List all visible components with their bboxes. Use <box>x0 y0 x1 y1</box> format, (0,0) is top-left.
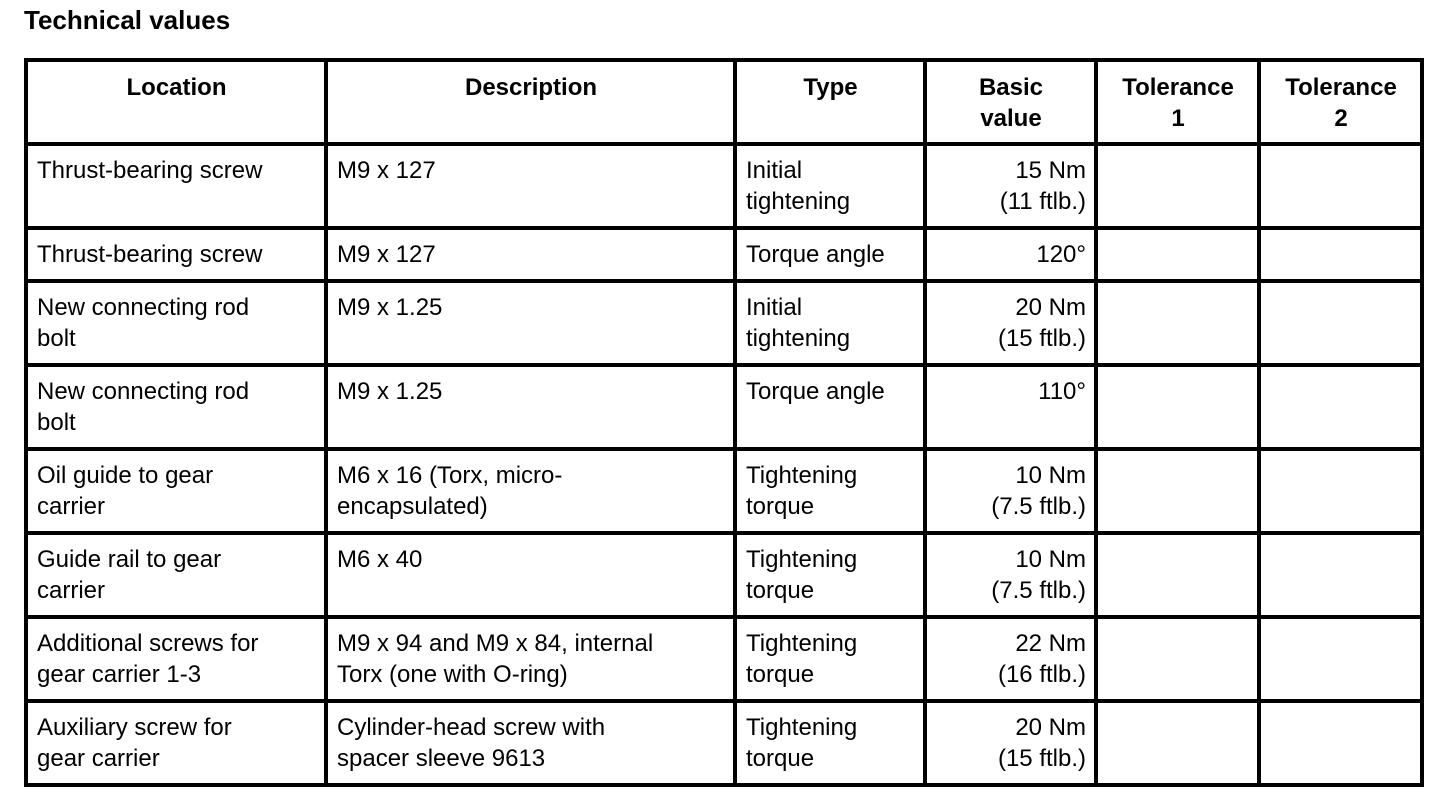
basic-value-cell-text: (15 ftlb.) <box>997 325 1086 352</box>
location-cell <box>26 228 326 281</box>
basic-value-cell-text: 120° <box>1036 241 1086 268</box>
basic-value-cell-text: (7.5 ftlb.) <box>991 577 1086 604</box>
basic-value-cell-text: 10 Nm <box>1015 546 1086 573</box>
location-cell <box>26 144 326 228</box>
table-row <box>26 365 1422 449</box>
type-cell <box>735 144 925 228</box>
type-cell-text: torque <box>746 661 815 688</box>
description-cell-text: M6 x 40 <box>337 546 423 573</box>
basic-value-cell-text: (11 ftlb.) <box>999 188 1086 215</box>
type-cell-text: Tightening <box>746 630 858 657</box>
header-tolerance-2: Tolerance 2 <box>1259 60 1422 144</box>
tolerance-2-cell <box>1259 281 1422 365</box>
basic-value-cell <box>925 281 1096 365</box>
location-cell-text: gear carrier <box>37 745 160 772</box>
tolerance-2-cell <box>1259 228 1422 281</box>
location-cell-text: carrier <box>37 493 106 520</box>
description-cell <box>326 281 735 365</box>
type-cell-text: torque <box>746 577 815 604</box>
type-cell <box>735 228 925 281</box>
technical-values-table <box>24 58 1424 787</box>
description-cell-text: M9 x 127 <box>337 157 436 184</box>
description-cell-text: M9 x 1.25 <box>337 378 443 405</box>
tolerance-1-cell <box>1096 701 1259 785</box>
basic-value-cell-text: (15 ftlb.) <box>997 745 1086 772</box>
header-tolerance-1: Tolerance 1 <box>1096 60 1259 144</box>
location-cell-text: Thrust-bearing screw <box>37 157 263 184</box>
basic-value-cell-text: 110° <box>1038 378 1086 405</box>
description-cell <box>326 144 735 228</box>
basic-value-cell <box>925 228 1096 281</box>
type-cell-text: Tightening <box>746 714 858 741</box>
basic-value-cell-text: 15 Nm <box>1015 157 1086 184</box>
description-cell-text: M9 x 127 <box>337 241 436 268</box>
location-cell-text: Thrust-bearing screw <box>37 241 263 268</box>
tolerance-2-cell <box>1259 701 1422 785</box>
tolerance-2-cell <box>1259 365 1422 449</box>
basic-value-cell <box>925 533 1096 617</box>
basic-value-cell <box>925 365 1096 449</box>
table-row <box>26 228 1422 281</box>
type-cell <box>735 701 925 785</box>
type-cell-text: Tightening <box>746 462 858 489</box>
page-title: Technical values <box>24 5 231 35</box>
location-cell <box>26 617 326 701</box>
table-body <box>26 144 1422 785</box>
description-cell-text: spacer sleeve 9613 <box>337 745 546 772</box>
tolerance-2-cell <box>1259 449 1422 533</box>
table-row <box>26 701 1422 785</box>
tolerance-1-cell <box>1096 617 1259 701</box>
location-cell-text: Additional screws for <box>37 630 259 657</box>
type-cell-text: torque <box>746 745 815 772</box>
location-cell-text: Guide rail to gear <box>37 546 222 573</box>
basic-value-cell <box>925 449 1096 533</box>
location-cell-text: New connecting rod <box>37 378 250 405</box>
description-cell <box>326 533 735 617</box>
basic-value-cell-text: 22 Nm <box>1015 630 1086 657</box>
type-cell <box>735 281 925 365</box>
type-cell <box>735 365 925 449</box>
description-cell-text: M9 x 94 and M9 x 84, internal <box>337 630 654 657</box>
type-cell-text: Torque angle <box>746 241 885 268</box>
header-type: Type <box>735 60 925 144</box>
description-cell <box>326 449 735 533</box>
tolerance-2-cell <box>1259 533 1422 617</box>
basic-value-cell <box>925 144 1096 228</box>
tolerance-1-cell <box>1096 449 1259 533</box>
type-cell <box>735 617 925 701</box>
location-cell-text: carrier <box>37 577 106 604</box>
description-cell <box>326 617 735 701</box>
basic-value-cell-text: (7.5 ftlb.) <box>991 493 1086 520</box>
table-row <box>26 617 1422 701</box>
location-cell <box>26 701 326 785</box>
basic-value-cell-text: (16 ftlb.) <box>997 661 1086 688</box>
location-cell-text: New connecting rod <box>37 294 250 321</box>
table-row <box>26 281 1422 365</box>
table-row <box>26 533 1422 617</box>
type-cell-text: Torque angle <box>746 378 885 405</box>
table-row <box>26 144 1422 228</box>
tolerance-2-cell <box>1259 144 1422 228</box>
type-cell-text: Initial <box>746 294 803 321</box>
tolerance-1-cell <box>1096 144 1259 228</box>
table-row <box>26 449 1422 533</box>
location-cell <box>26 365 326 449</box>
description-cell-text: M6 x 16 (Torx, micro- <box>337 462 563 489</box>
location-cell-text: bolt <box>37 325 76 352</box>
description-cell-text: Cylinder-head screw with <box>337 714 606 741</box>
basic-value-cell <box>925 701 1096 785</box>
type-cell-text: Initial <box>746 157 803 184</box>
location-cell <box>26 449 326 533</box>
type-cell-text: torque <box>746 493 815 520</box>
location-cell <box>26 281 326 365</box>
tolerance-2-cell <box>1259 617 1422 701</box>
location-cell-text: Oil guide to gear <box>37 462 214 489</box>
tolerance-1-cell <box>1096 281 1259 365</box>
description-cell-text: Torx (one with O-ring) <box>337 661 568 688</box>
type-cell-text: Tightening <box>746 546 858 573</box>
location-cell <box>26 533 326 617</box>
location-cell-text: gear carrier 1-3 <box>37 661 202 688</box>
type-cell-text: tightening <box>746 188 851 215</box>
type-cell <box>735 449 925 533</box>
description-cell-text: encapsulated) <box>337 493 488 520</box>
basic-value-cell-text: 20 Nm <box>1015 714 1086 741</box>
header-location: Location <box>26 60 326 144</box>
description-cell <box>326 228 735 281</box>
header-row <box>26 60 1422 144</box>
tolerance-1-cell <box>1096 365 1259 449</box>
location-cell-text: Auxiliary screw for <box>37 714 232 741</box>
type-cell-text: tightening <box>746 325 851 352</box>
tolerance-1-cell <box>1096 533 1259 617</box>
basic-value-cell-text: 20 Nm <box>1015 294 1086 321</box>
tolerance-1-cell <box>1096 228 1259 281</box>
basic-value-cell-text: 10 Nm <box>1015 462 1086 489</box>
location-cell-text: bolt <box>37 409 76 436</box>
description-cell <box>326 701 735 785</box>
description-cell <box>326 365 735 449</box>
header-basic-value: Basic value <box>925 60 1096 144</box>
basic-value-cell <box>925 617 1096 701</box>
header-description: Description <box>326 60 735 144</box>
description-cell-text: M9 x 1.25 <box>337 294 443 321</box>
type-cell <box>735 533 925 617</box>
